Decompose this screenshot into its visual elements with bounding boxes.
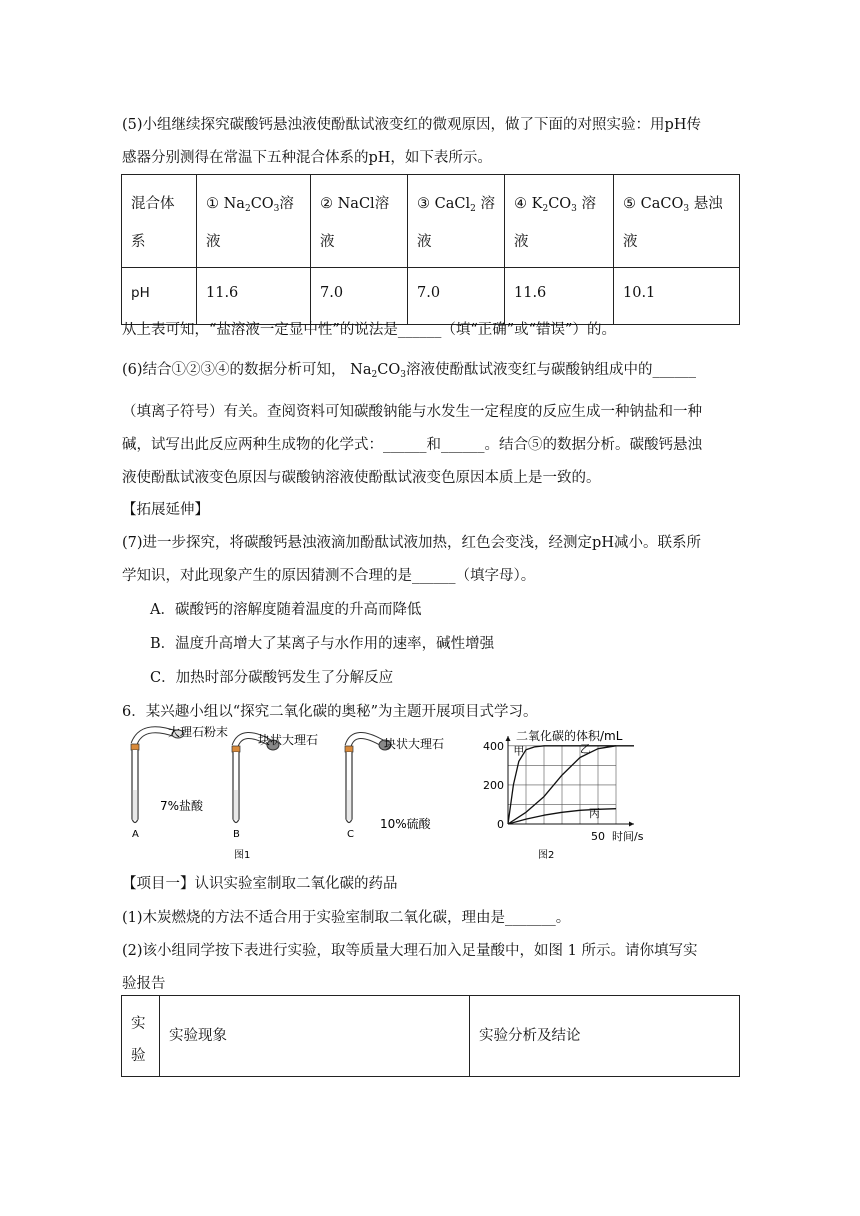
ph-table-row-label: pH bbox=[122, 268, 197, 325]
p2-line-2: 验报告 bbox=[122, 976, 166, 992]
label-h2so4-10: 10%硫酸 bbox=[380, 817, 431, 831]
y-tick-label: 0 bbox=[497, 818, 504, 831]
q6-line-4: 液使酚酞试液变色原因与碳酸钠溶液使酚酞试液变色原因本质上是一致的。 bbox=[122, 470, 601, 486]
section-extend-heading: 【拓展延伸】 bbox=[122, 502, 209, 518]
ph-value-cell: 11.6 bbox=[505, 268, 614, 325]
tube-label-a: A bbox=[132, 829, 139, 840]
figures bbox=[122, 724, 742, 874]
after-table-text: 从上表可知，“盐溶液一定显中性”的说法是______（填“正确”或“错误”）的。 bbox=[122, 322, 616, 338]
series-label: 乙 bbox=[580, 742, 591, 756]
ph-table-header-cell: ② NaCl溶 液 bbox=[311, 175, 408, 268]
report-table-header-row bbox=[122, 996, 740, 1077]
q5-line-2: 感器分别测得在常温下五种混合体系的pH，如下表所示。 bbox=[122, 150, 492, 166]
ph-table bbox=[121, 174, 740, 325]
figure-2-caption: 图2 bbox=[538, 850, 555, 861]
x-axis-arrow bbox=[629, 822, 634, 827]
q7-option-a: A．碳酸钙的溶解度随着温度的升高而降低 bbox=[150, 602, 422, 618]
figure-1-caption: 图1 bbox=[234, 850, 251, 861]
p2-line-1: (2)该小组同学按下表进行实验，取等质量大理石加入足量酸中，如图 1 所示。请你填写实 bbox=[122, 943, 698, 959]
series-label: 甲 bbox=[513, 744, 525, 758]
ph-value-cell: 7.0 bbox=[311, 268, 408, 325]
p1-text: (1)木炭燃烧的方法不适合用于实验室制取二氧化碳，理由是_______。 bbox=[122, 910, 571, 926]
x-axis-label: 时间/s bbox=[612, 830, 644, 843]
ph-table-header-cell: ① $Na_2CO_3$溶 液 bbox=[197, 175, 311, 268]
q7-option-b: B．温度升高增大了某离子与水作用的速率，碱性增强 bbox=[150, 636, 495, 652]
project-1-heading: 【项目一】认识实验室制取二氧化碳的药品 bbox=[122, 876, 398, 892]
tube-label-b: B bbox=[233, 829, 240, 840]
test-tube-b bbox=[232, 735, 279, 822]
ph-value-cell: 7.0 bbox=[408, 268, 505, 325]
series-label: 丙 bbox=[589, 807, 600, 821]
y-axis-arrow bbox=[506, 736, 511, 741]
y-tick-label: 200 bbox=[483, 778, 504, 792]
x-tick-label: 50 bbox=[591, 830, 605, 843]
q6-line-1: (6)结合①②③④的数据分析可知， $Na_2CO_3$溶液使酚酞试液变红与碳酸钠组成中的______ bbox=[122, 362, 696, 380]
chart-title: 二氧化碳的体积/mL bbox=[516, 729, 623, 743]
ph-table-header-cell: ⑤ CaCO$_3$ 悬浊 液 bbox=[614, 175, 740, 268]
label-marble-powder: 大理石粉末 bbox=[168, 725, 229, 739]
ph-table-value-row bbox=[122, 268, 740, 325]
report-header-experiment: 实 验 bbox=[122, 996, 160, 1077]
tube-label-c: C bbox=[347, 829, 354, 840]
q7-option-c: C．加热时部分碳酸钙发生了分解反应 bbox=[150, 670, 394, 686]
co2-volume-chart bbox=[483, 728, 644, 843]
problem-6-stem: 6．某兴趣小组以“探究二氧化碳的奥秘”为主题开展项目式学习。 bbox=[122, 704, 538, 720]
report-header-analysis: 实验分析及结论 bbox=[470, 996, 740, 1077]
ph-table-header-cell: ④ $K_2CO_3$ 溶 液 bbox=[505, 175, 614, 268]
label-hcl-7: 7%盐酸 bbox=[160, 799, 204, 813]
y-tick-label: 400 bbox=[483, 739, 504, 753]
q7-line-1: (7)进一步探究，将碳酸钙悬浊液滴加酚酞试液加热，红色会变浅，经测定pH减小。联系所 bbox=[122, 535, 701, 551]
report-table bbox=[121, 995, 740, 1077]
label-marble-chunk-b: 块状大理石 bbox=[258, 733, 319, 747]
label-marble-chunk-c: 块状大理石 bbox=[384, 737, 445, 751]
report-header-phenomenon: 实验现象 bbox=[160, 996, 470, 1077]
ph-table-header-cell: 混合体 系 bbox=[122, 175, 197, 268]
ph-value-cell: 11.6 bbox=[197, 268, 311, 325]
q7-line-2: 学知识，对此现象产生的原因猜测不合理的是______（填字母）。 bbox=[122, 568, 536, 584]
q5-line-1: (5)小组继续探究碳酸钙悬浊液使酚酞试液变红的微观原因，做了下面的对照实验：用pH传 bbox=[122, 117, 701, 133]
ph-value-cell: 10.1 bbox=[614, 268, 740, 325]
q6-line-3: 碱，试写出此反应两种生成物的化学式：______和______。结合⑤的数据分析。碳酸钙悬浊 bbox=[122, 437, 702, 453]
ph-table-header-row bbox=[122, 175, 740, 268]
q6-line-2: （填离子符号）有关。查阅资料可知碳酸钠能与水发生一定程度的反应生成一种钠盐和一种 bbox=[122, 404, 702, 420]
ph-table-header-cell: ③ CaCl$_2$ 溶 液 bbox=[408, 175, 505, 268]
